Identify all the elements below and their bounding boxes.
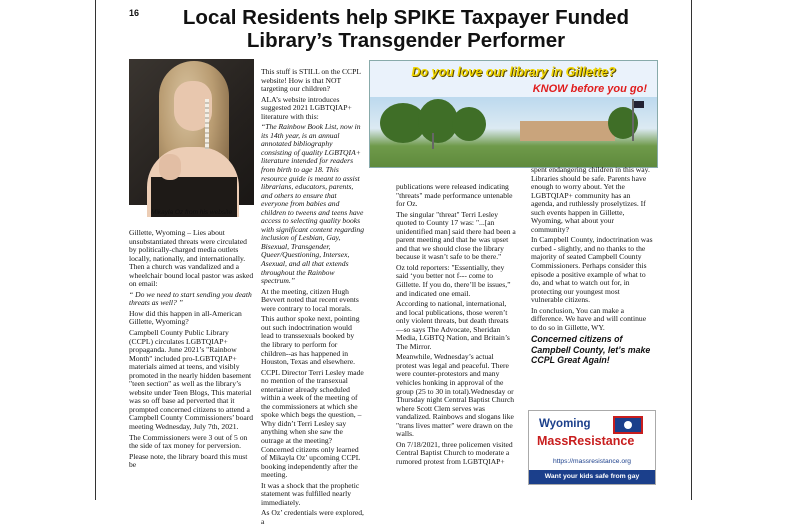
closing-statement: Concerned citizens of Campbell County, let’s make CCPL Great Again! (531, 334, 651, 366)
paragraph: It was a shock that the prophetic statement was fulfilled nearly immediately. (261, 480, 360, 507)
massresistance-logo (528, 410, 656, 485)
banner-subtitle: KNOW before you go! (532, 83, 647, 95)
logo-tagline: Want your kids safe from gay (529, 470, 655, 484)
headline-line-2: Library’s Transgender Performer (246, 29, 566, 52)
page-number: 16 (129, 8, 140, 18)
photo-caption: Mikayla Oz from his website (151, 209, 232, 216)
paragraph: Oz told reporters: "Essentially, they said ‘you better not f--- come to Gillette. If you do, there’ll be issues,” and indicated one email. (396, 262, 511, 298)
library-building-photo (370, 97, 657, 167)
paragraph: The Commissioners were 3 out of 5 on the side of tax money for perversion. (129, 432, 248, 451)
paragraph: Meanwhile, Wednesday’s actual protest was legal and peaceful. There were counter-protestors and many vehicles honking in approval of the group (25 to 30 in total).Wednesday or Thursday night Central Baptist Church where Scott Clem serves was vandalized. Rainbows and slogans like "trans lives matter" were drawn on the walls. (396, 352, 515, 439)
paragraph: According to national, international, and local publications, those weren’t only violent threats, but death threats—so says The Advocate, Sheridan Media, LGBTQ Nation, and Britain’s The Mirror. (396, 299, 510, 351)
paragraph: On 7/18/2021, three policemen visited Central Baptist Church to moderate a rumored protest from LGBTQIAP+ (396, 439, 513, 466)
article-column-4 (531, 166, 653, 368)
paragraph: spent endangering children in this way. Libraries should be safe. Parents have enough to worry about. Yet the LGBTQIAP+ community has an agenda, and ruthlessly proselytizes. If such events happen in Gillette, Wyoming, what about your community? (531, 165, 650, 234)
headline (141, 6, 671, 52)
paragraph: Campbell County Public Library (CCPL) circulates LGBTQIAP+ propaganda. June 2021’s "Rainbow Month" included pro-LGBTQIAP+ materials aimed at teens, and visibly promoted in the nearly hidden basement "teen section" as well as the library’s website under Teen Blogs, This material was so off base ad perverted that it prompted concerned citizens to attend a Campbell County Commissioners’ board meeting Wednesday, July 7th, 2021. (129, 328, 254, 432)
paragraph: At the meeting, citizen Hugh Bevvert noted that recent events were contrary to local morals. (261, 286, 359, 313)
performer-photo (129, 59, 254, 205)
library-building (520, 121, 615, 141)
logo-org: MassResistance (537, 434, 635, 448)
article-column-1 (129, 229, 254, 472)
paragraph: As Oz’ credentials were explored, a (261, 508, 364, 526)
logo-state: Wyoming (539, 418, 591, 430)
logo-url[interactable]: https://massresistance.org (552, 458, 632, 465)
photo-necklace (205, 99, 209, 149)
banner-title: Do you love our library in Gillette? (411, 65, 616, 79)
article-column-3 (396, 183, 516, 469)
article-column-2 (261, 68, 365, 528)
paragraph: publications were released indicating "threats" made performance untenable for Oz. (396, 182, 513, 209)
wyoming-flag-icon (613, 416, 643, 434)
photo-hand (159, 154, 181, 180)
quote-paragraph: “The Rainbow Book List, now in its 14th year, is an annual annotated bibliography consisting of quality LGBTQIA+ literature intended for readers from birth to age 18. This resource guide is meant to assist librarians, educators, parents, and others to ensure that everyone from babies and children to tweens and teens have access to selecting quality books with significant content regarding inclusion of Lesbian, Gay, Bisexual, Transgender, Queer/Questioning, Intersex, Asexual, and all that extends throughout the Rainbow spectrum.” (261, 122, 365, 286)
paragraph: ALA’s website introduces suggested 2021 LGBTQIAP+ literature with this: (261, 94, 352, 121)
library-banner (369, 60, 658, 168)
paragraph: This author spoke next, pointing out such indoctrination would lead to transsexuals booked by the library to perform for children--as has happened in Houston, Texas and elsewhere. (261, 314, 360, 367)
flag (634, 101, 644, 108)
paragraph: In Campbell County, indoctrination was curbed - slightly, and no thanks to the majority of seated Campbell County Commissioners. Perhaps consider this episode a positive example of what to do, and what to watch out for, in protecting our youngest most vulnerable citizens. (531, 235, 653, 305)
paragraph: Gillette, Wyoming – Lies about unsubstantiated threats were circulated by politically-charged media outlets locally, nationally, and internationally. Then a church was vandalized and a wheelchair bound local pastor was asked on email: (129, 228, 254, 289)
paragraph: In conclusion, You can make a difference. We have and will continue to do so in Gillette, WY. (531, 305, 647, 332)
paragraph: This stuff is STILL on the CCPL website! How is that NOT targeting our children? (261, 67, 361, 94)
headline-line-1: Local Residents help SPIKE Taxpayer Funded (182, 6, 630, 29)
quote-paragraph: “ Do we need to start sending you death threats as well? ” (129, 289, 252, 308)
sign-post (432, 133, 434, 149)
newspaper-page (95, 0, 692, 526)
tree (452, 107, 486, 141)
paragraph: How did this happen in all-American Gillette, Wyoming? (129, 308, 242, 327)
paragraph: Please note, the library board this must be (129, 451, 248, 470)
paragraph: CCPL Director Terri Lesley made no mention of the transexual entertainer already scheduled within a week of the meeting of the commissioners at which she spoke which begs the question, – Why didn’t Terri Lesley say anything when she saw the outrage at the meeting? Concerned citizens only learned of Mikayla Oz’ upcoming CCPL booking independently after the meeting. (261, 367, 364, 480)
paragraph: The singular "threat" Terri Lesley quoted to County 17 was: "...[an unidentified man] said there had been a parent meeting and that he was upset and that we should close the library because it wasn’t safe to be there." (396, 209, 516, 262)
